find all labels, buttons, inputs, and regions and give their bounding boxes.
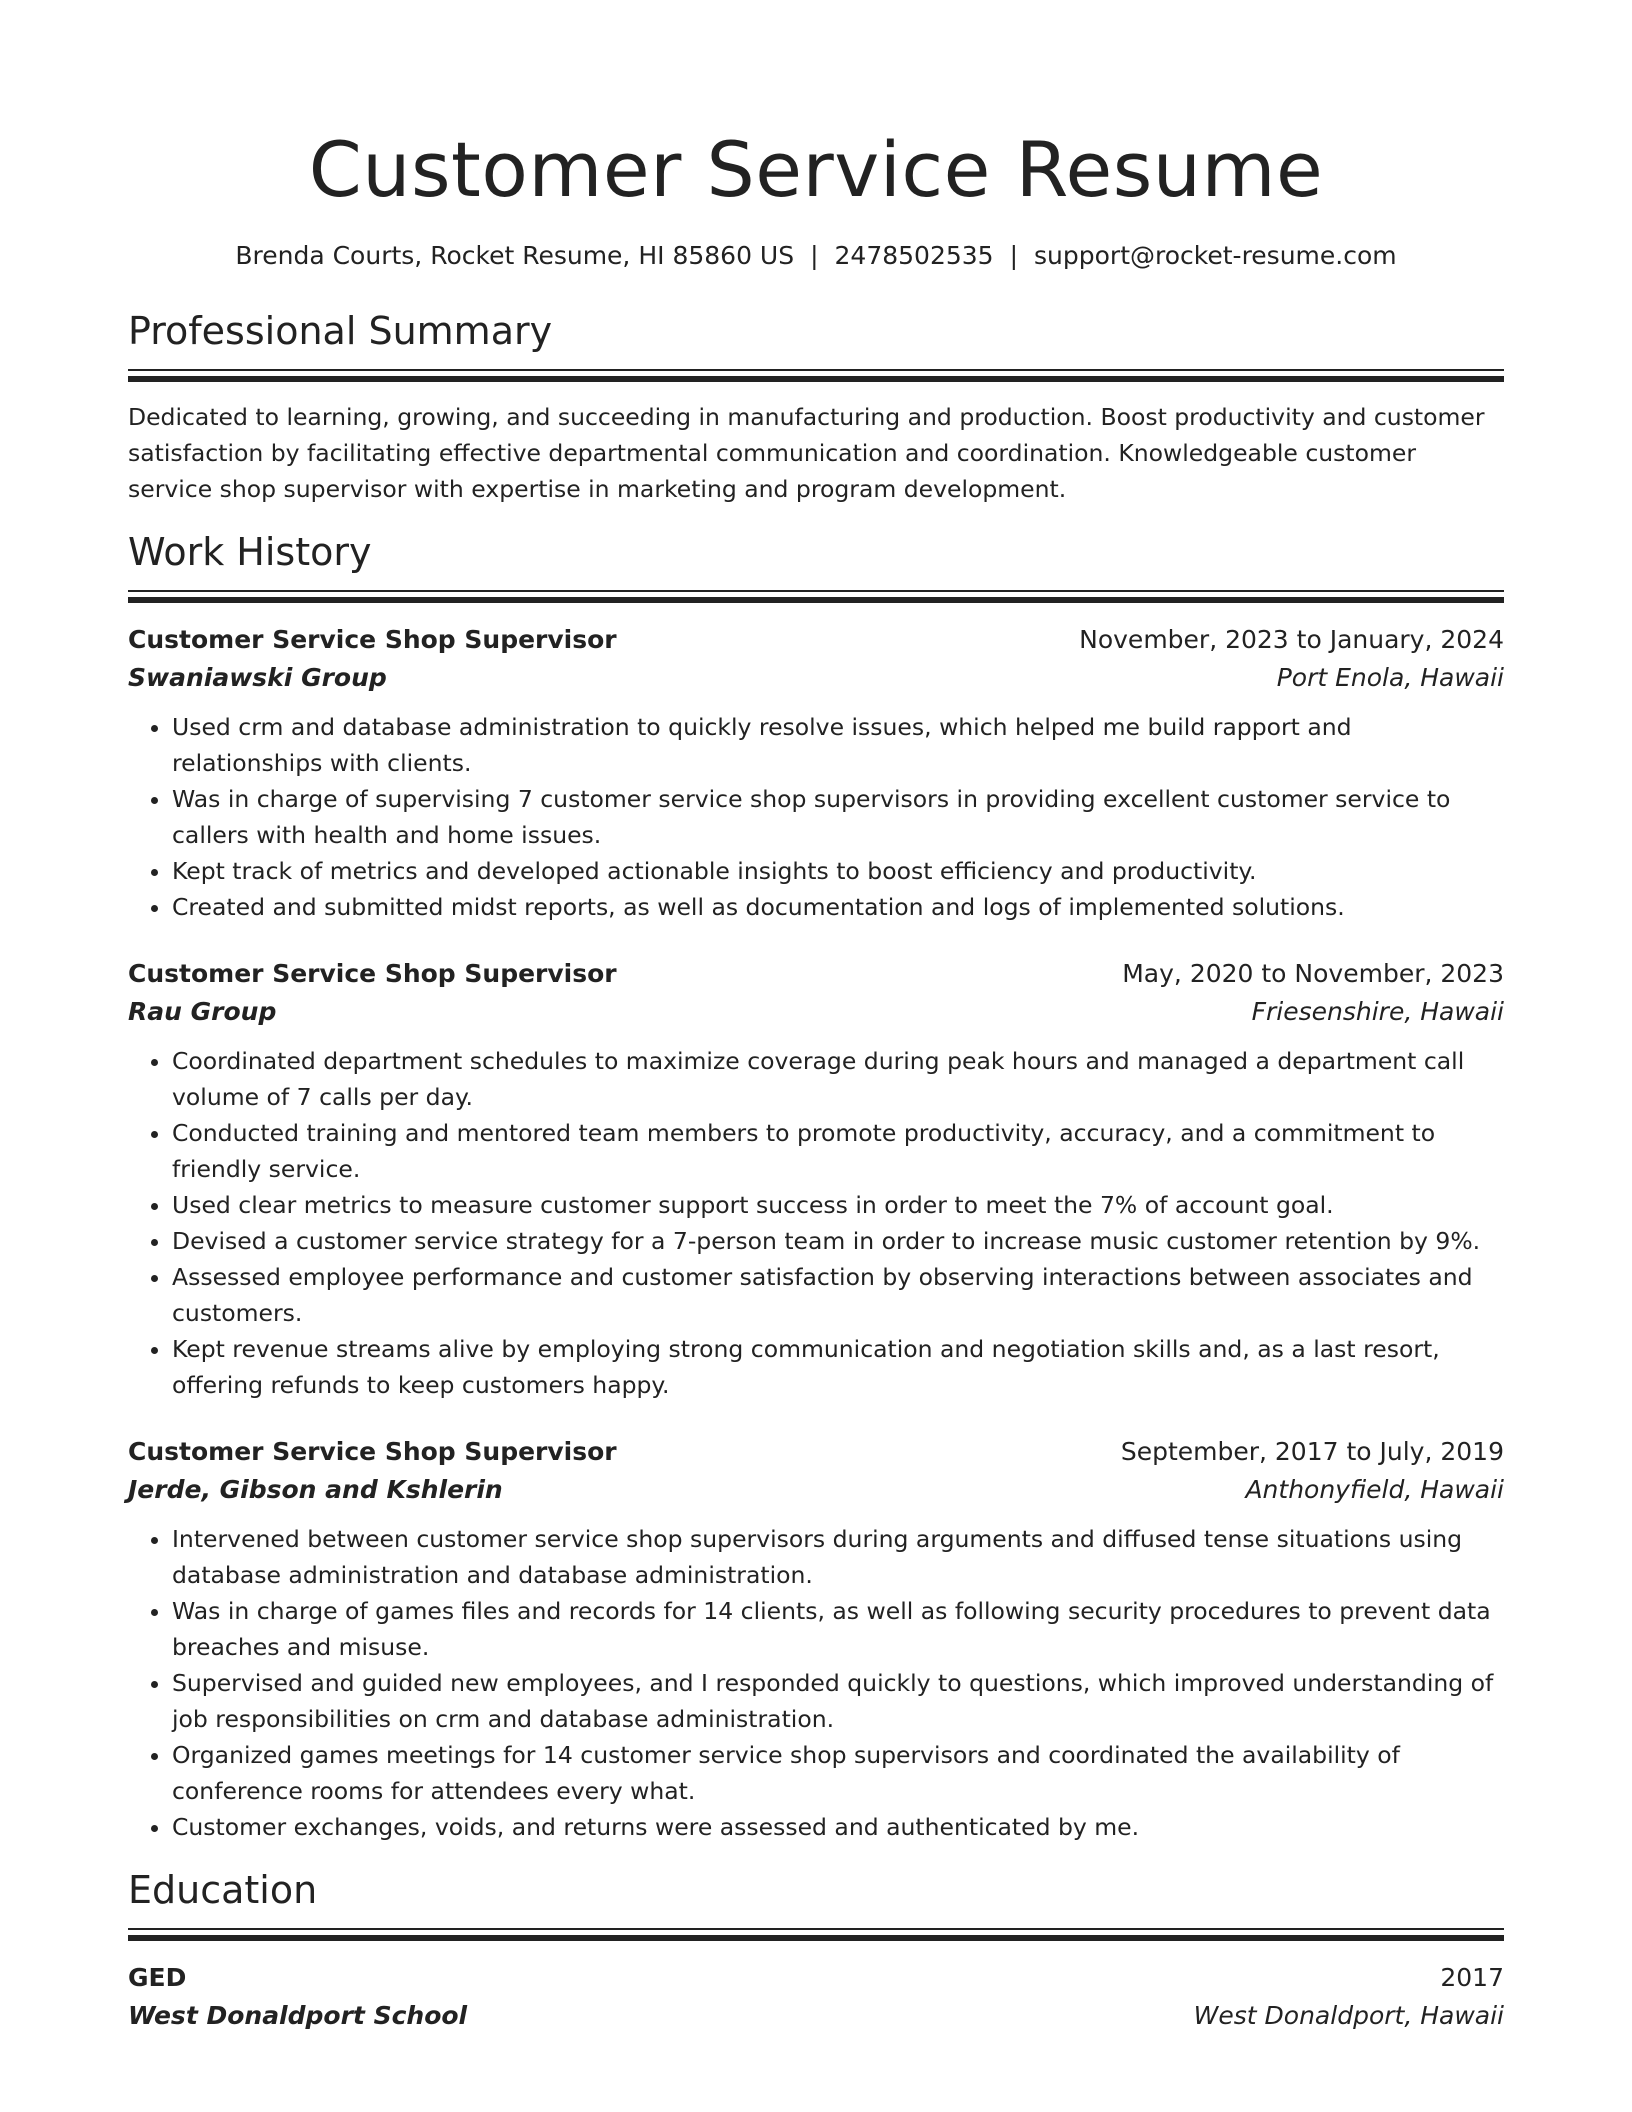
education-school: West Donaldport School — [128, 2001, 468, 2030]
job-bullet: • Kept revenue streams alive by employing strong communication and negotiation skills and, as a last resort, offering refunds to keep customers happy. — [172, 1331, 1504, 1403]
document-title: Customer Service Resume — [308, 125, 1324, 214]
job-location: Friesenshire, Hawaii — [1251, 997, 1504, 1026]
contact-phone: 2478502535 — [834, 241, 994, 270]
job-bullet: • Conducted training and mentored team members to promote productivity, accuracy, and a commitment to friendly service. — [172, 1115, 1504, 1187]
contact-address: Brenda Courts, Rocket Resume, HI 85860 US — [235, 241, 795, 270]
education-degree: GED — [128, 1963, 187, 1992]
job-bullet: • Used clear metrics to measure customer support success in order to meet the 7% of account goal. — [172, 1187, 1504, 1223]
job-bullet: • Customer exchanges, voids, and returns were assessed and authenticated by me. — [172, 1809, 1504, 1845]
contact-line — [128, 238, 1504, 274]
job-location: Anthonyfield, Hawaii — [1245, 1475, 1504, 1504]
job-employer: Rau Group — [128, 997, 277, 1026]
job-bullet: • Used crm and database administration to quickly resolve issues, which helped me build rapport and relationships with clients. — [172, 709, 1504, 781]
section-heading-summary: Professional Summary — [128, 309, 553, 353]
job-location: Port Enola, Hawaii — [1276, 663, 1504, 692]
education-year: 2017 — [1440, 1963, 1504, 1992]
job-bullet: • Was in charge of supervising 7 customer service shop supervisors in providing excellent customer service to callers with health and home issues. — [172, 781, 1504, 853]
job-employer: Swaniawski Group — [128, 663, 387, 692]
job-bullets — [128, 1043, 1504, 1403]
job-entry — [128, 1433, 1504, 1845]
section-divider — [128, 369, 1504, 383]
section-divider — [128, 1928, 1504, 1942]
section-heading-education: Education — [128, 1868, 318, 1912]
job-bullet: • Devised a customer service strategy for a 7-person team in order to increase music customer retention by 9%. — [172, 1223, 1504, 1259]
summary-text: Dedicated to learning, growing, and succeeding in manufacturing and production. Boost productivity and customer satisfaction by facilitating effective departmental communication and coordination. Knowledgeable customer service shop supervisor with expertise in marketing and program development. — [128, 403, 1485, 503]
education-location: West Donaldport, Hawaii — [1193, 2001, 1504, 2030]
job-bullet: • Supervised and guided new employees, and I responded quickly to questions, which improved understanding of job responsibilities on crm and database administration. — [172, 1665, 1504, 1737]
section-divider — [128, 590, 1504, 604]
job-bullet: • Coordinated department schedules to maximize coverage during peak hours and managed a department call volume of 7 calls per day. — [172, 1043, 1504, 1115]
job-bullet: • Organized games meetings for 14 customer service shop supervisors and coordinated the availability of conference rooms for attendees every what. — [172, 1737, 1504, 1809]
job-entry — [128, 621, 1504, 925]
job-dates: September, 2017 to July, 2019 — [1120, 1437, 1504, 1466]
job-dates: November, 2023 to January, 2024 — [1079, 625, 1504, 654]
job-title: Customer Service Shop Supervisor — [128, 959, 617, 988]
job-bullets — [128, 709, 1504, 925]
job-title: Customer Service Shop Supervisor — [128, 1437, 617, 1466]
education-section — [128, 1865, 1504, 2035]
job-title: Customer Service Shop Supervisor — [128, 625, 617, 654]
job-bullet: • Created and submitted midst reports, as well as documentation and logs of implemented solutions. — [172, 889, 1504, 925]
job-bullets — [128, 1521, 1504, 1845]
job-employer: Jerde, Gibson and Kshlerin — [128, 1475, 503, 1504]
section-heading-work-history: Work History — [128, 530, 372, 574]
education-entry — [128, 1959, 1504, 2035]
job-bullet: • Was in charge of games files and records for 14 clients, as well as following security procedures to prevent data breaches and misuse. — [172, 1593, 1504, 1665]
work-history-section — [128, 527, 1504, 1845]
contact-separator: | — [810, 241, 819, 270]
summary-section — [128, 306, 1504, 507]
job-dates: May, 2020 to November, 2023 — [1122, 959, 1504, 988]
contact-email: support@rocket-resume.com — [1034, 241, 1397, 270]
job-entry — [128, 955, 1504, 1403]
job-bullet: • Assessed employee performance and customer satisfaction by observing interactions between associates and customers. — [172, 1259, 1504, 1331]
job-bullet: • Intervened between customer service shop supervisors during arguments and diffused tense situations using database administration and database administration. — [172, 1521, 1504, 1593]
contact-separator: | — [1009, 241, 1019, 270]
job-bullet: • Kept track of metrics and developed actionable insights to boost efficiency and productivity. — [172, 853, 1504, 889]
